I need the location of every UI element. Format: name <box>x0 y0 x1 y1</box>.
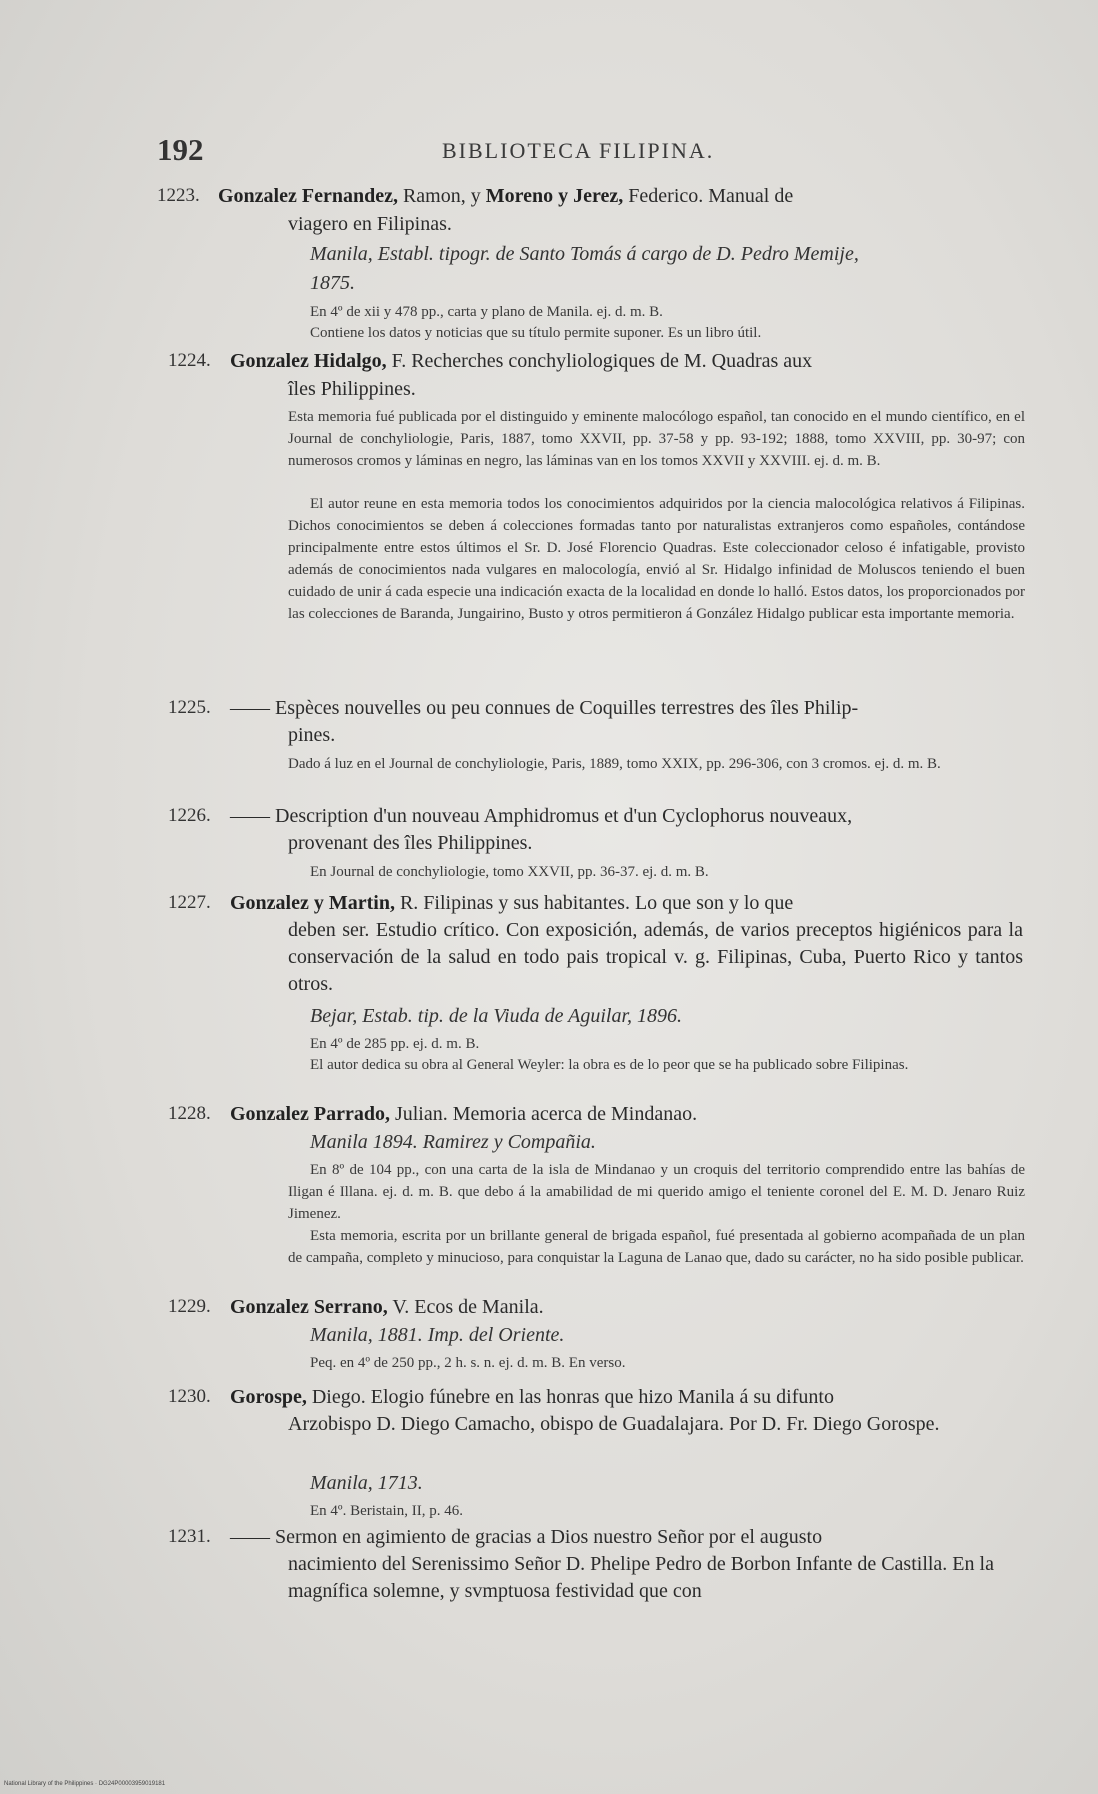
running-title: BIBLIOTECA FILIPINA. <box>442 138 715 163</box>
entry-imprint: Bejar, Estab. tip. de la Viuda de Aguilar, 1896. <box>310 1005 683 1027</box>
entry-number: 1226. <box>168 805 211 826</box>
author-name: Gonzalez Serrano, <box>230 1296 388 1318</box>
entry-note: El autor dedica su obra al General Weyler: la obra es de lo peor que se ha publicado sobre Filipinas. <box>310 1057 909 1073</box>
entry-note: En 4º. Beristain, II, p. 46. <box>310 1503 463 1519</box>
entry-note: En 4º de 285 pp. ej. d. m. B. <box>310 1036 480 1052</box>
entry-note: En 4º de xii y 478 pp., carta y plano de Manila. ej. d. m. B. <box>310 304 663 320</box>
entry-number: 1224. <box>168 350 211 371</box>
entry-note: En 8º de 104 pp., con una carta de la isla de Mindanao y un croquis del territorio comprendido entre las bahías de Iligan é Illana. ej. d. m. B. que debo á la amabilidad de mi querido amigo el teniente coronel del E. M. D. Jenaro Ruiz Jimenez. <box>288 1162 1025 1222</box>
entry-title-cont: Arzobispo D. Diego Camacho, obispo de Guadalajara. Por D. Fr. Diego Gorospe. <box>288 1413 940 1435</box>
entry-imprint-year: 1875. <box>310 272 355 294</box>
entry-note: Contiene los datos y noticias que su título permite suponer. Es un libro útil. <box>310 325 762 341</box>
entry-title-cont: deben ser. Estudio crítico. Con exposición, además, de varios preceptos higiénicos para la conservación de la salud en todo pais tropical v. g. Filipinas, Cuba, Puerto Rico y tantos otros. <box>288 919 1023 995</box>
entry-imprint: Manila, Establ. tipogr. de Santo Tomás á cargo de D. Pedro Memije, <box>310 243 859 265</box>
entry-heading: —— Sermon en agimiento de gracias a Dios nuestro Señor por el augusto <box>230 1526 823 1548</box>
entry-number: 1223. <box>157 185 200 206</box>
author-name: Gonzalez y Martin, <box>230 892 395 914</box>
entry-heading: Gonzalez Fernandez, Ramon, y Moreno y Jerez, Federico. Manual de <box>218 185 794 207</box>
entry-title-cont: nacimiento del Serenissimo Señor D. Phelipe Pedro de Borbon Infante de Castilla. En la magnífica solemne, y svmptuosa festividad que con <box>288 1553 994 1602</box>
author-name-2: Moreno y Jerez, <box>485 185 624 207</box>
entry-heading: Gorospe, Diego. Elogio fúnebre en las honras que hizo Manila á su difunto <box>230 1386 834 1408</box>
scan-footer: National Library of the Philippines · DG24P00003959019181 <box>4 1781 166 1787</box>
entry-number: 1228. <box>168 1103 211 1124</box>
ditto-dash: —— <box>230 1526 270 1548</box>
author-name: Gorospe, <box>230 1386 307 1408</box>
entry-title-cont: viagero en Filipinas. <box>288 213 452 235</box>
author-name: Gonzalez Fernandez, <box>218 185 398 207</box>
entry-number: 1225. <box>168 697 211 718</box>
entry-note: En Journal de conchyliologie, tomo XXVII, pp. 36-37. ej. d. m. B. <box>310 864 709 880</box>
entry-heading: Gonzalez y Martin, R. Filipinas y sus habitantes. Lo que son y lo que <box>230 892 794 914</box>
entry-number: 1231. <box>168 1526 211 1547</box>
entry-heading: Gonzalez Hidalgo, F. Recherches conchyliologiques de M. Quadras aux <box>230 350 813 372</box>
entry-number: 1230. <box>168 1386 211 1407</box>
entry-imprint: Manila, 1713. <box>310 1472 423 1494</box>
entry-heading: —— Espèces nouvelles ou peu connues de Coquilles terrestres des îles Philip- <box>230 697 859 719</box>
entry-note: El autor reune en esta memoria todos los conocimientos adquiridos por la ciencia malocológica relativos á Filipinas. Dichos conocimientos se deben á colecciones formadas tanto por naturalistas extranjeros como españoles, contándose principalmente entre estos últimos el Sr. D. José Florencio Quadras. Este coleccionador celoso é infatigable, provisto además de conocimientos nada vulgares en malocología, envió al Sr. Hidalgo infinidad de Moluscos teniendo el buen cuidado de unir á cada especie una indicación exacta de la localidad en donde lo halló. Estos datos, los proporcionados por las colecciones de Baranda, Jungairino, Busto y otros permitieron á González Hidalgo publicar esta importante memoria. <box>288 496 1025 622</box>
entry-note: Dado á luz en el Journal de conchyliologie, Paris, 1889, tomo XXIX, pp. 296-306, con 3 cromos. ej. d. m. B. <box>288 756 941 772</box>
author-name: Gonzalez Hidalgo, <box>230 350 387 372</box>
ditto-dash: —— <box>230 697 270 719</box>
entry-note: Esta memoria fué publicada por el distinguido y eminente malocólogo español, tan conocido en el mundo científico, en el Journal de conchyliologie, Paris, 1887, tomo XXVII, pp. 37-58 y pp. 93-192; 1888, tomo XXVIII, pp. 30-97; con numerosos cromos y láminas en negro, las láminas van en los tomos XXVII y XXVIII. ej. d. m. B. <box>288 409 1025 469</box>
entry-title-cont: provenant des îles Philippines. <box>288 832 533 854</box>
entry-imprint: Manila, 1881. Imp. del Oriente. <box>310 1324 565 1346</box>
entry-number: 1229. <box>168 1296 211 1317</box>
entry-note: Peq. en 4º de 250 pp., 2 h. s. n. ej. d. m. B. En verso. <box>310 1355 626 1371</box>
entry-heading: —— Description d'un nouveau Amphidromus et d'un Cyclophorus nouveaux, <box>230 805 853 827</box>
ditto-dash: —— <box>230 805 270 827</box>
entry-heading: Gonzalez Parrado, Julian. Memoria acerca de Mindanao. <box>230 1103 698 1125</box>
entry-note: Esta memoria, escrita por un brillante general de brigada español, fué presentada al gobierno acompañada de un plan de campaña, completo y minucioso, para conquistar la Laguna de Lanao que, dado su carácter, no ha sido posible publicar. <box>288 1228 1025 1266</box>
entry-imprint: Manila 1894. Ramirez y Compañia. <box>310 1131 596 1153</box>
entry-number: 1227. <box>168 892 211 913</box>
entry-title-cont: pines. <box>288 724 336 746</box>
entry-heading: Gonzalez Serrano, V. Ecos de Manila. <box>230 1296 544 1318</box>
author-name: Gonzalez Parrado, <box>230 1103 390 1125</box>
entry-title-cont: îles Philippines. <box>288 378 416 400</box>
page-number: 192 <box>157 132 204 167</box>
page-header <box>157 132 1027 172</box>
